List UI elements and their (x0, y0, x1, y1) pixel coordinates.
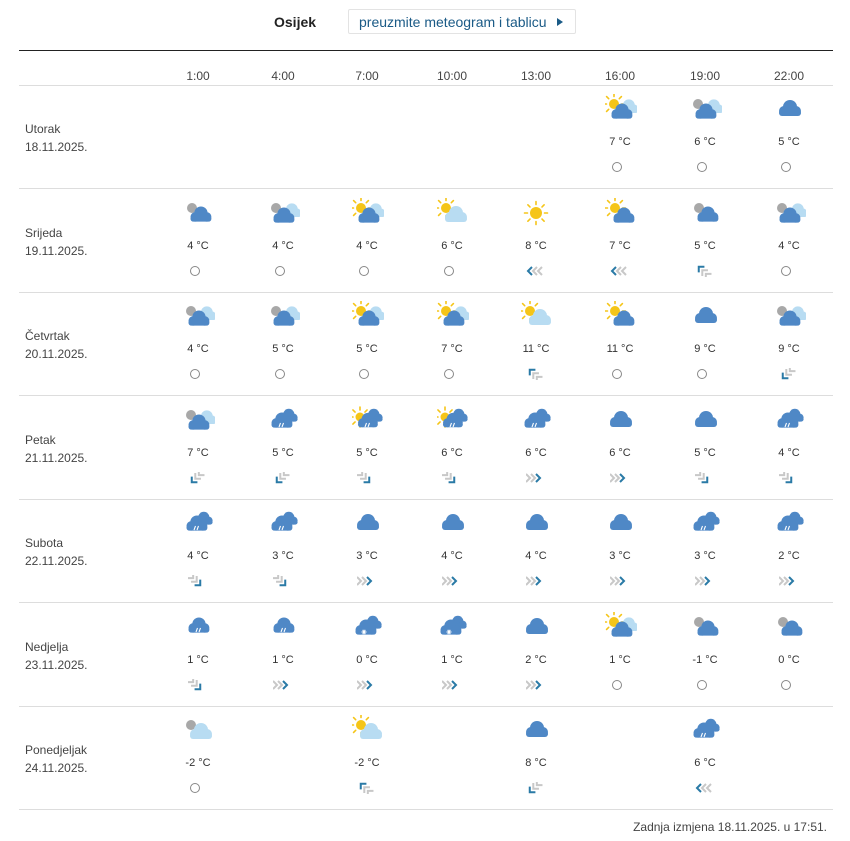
moon-cloud-icon (183, 198, 215, 228)
calm-icon (779, 161, 797, 173)
temperature: 5 °C (356, 446, 378, 459)
forecast-cell (585, 86, 655, 189)
day-row (19, 190, 833, 293)
forecast-cell (417, 604, 487, 707)
cloud-icon (437, 508, 469, 538)
download-meteogram-label: preuzmite meteogram i tablicu (359, 14, 547, 30)
triangle-right-icon (557, 18, 563, 26)
forecast-cell (248, 500, 318, 603)
hour-label: 13:00 (520, 69, 552, 83)
wind-from-north-west-icon (442, 472, 460, 484)
temperature: 0 °C (356, 653, 378, 666)
cloud-icon (605, 405, 637, 435)
temperature: 4 °C (356, 239, 378, 252)
forecast-cell (248, 190, 318, 293)
rain-cloud-icon (183, 612, 215, 642)
day-name: Petak (25, 432, 56, 447)
temperature: 4 °C (525, 550, 547, 562)
moon-cloud-partly-icon (774, 301, 806, 331)
day-date: 22.11.2025. (25, 554, 88, 568)
day-row (19, 500, 833, 603)
forecast-cell (585, 604, 655, 707)
wind-from-west-icon (357, 575, 375, 587)
sun-rain-cloud-icon (437, 405, 469, 435)
forecast-cell (417, 500, 487, 603)
day-row (19, 86, 833, 189)
wind-from-west-icon (442, 679, 460, 691)
forecast-cell (248, 604, 318, 707)
forecast-cell (501, 190, 571, 293)
rain-clouds-icon (268, 508, 300, 538)
hour-label: 4:00 (271, 69, 295, 83)
wind-from-west-icon (695, 575, 713, 587)
cloud-icon (521, 715, 553, 745)
moon-light-cloud-icon (183, 715, 215, 745)
day-name: Srijeda (25, 225, 63, 240)
wind-from-south-east-icon (357, 782, 375, 794)
day-name: Utorak (25, 122, 61, 136)
wind-from-west-icon (526, 575, 544, 587)
temperature: 5 °C (356, 343, 378, 355)
day-date: 23.11.2025. (25, 657, 88, 672)
temperature: -2 °C (185, 757, 211, 769)
rain-clouds-icon (774, 405, 806, 435)
hour-label: 19:00 (689, 69, 721, 83)
temperature: 8 °C (525, 239, 547, 252)
wind-from-north-west-icon (357, 472, 375, 484)
forecast-cell (670, 86, 740, 189)
temperature: 4 °C (187, 550, 209, 562)
forecast-cell (417, 293, 487, 396)
temperature: 7 °C (609, 136, 631, 148)
forecast-cell (332, 500, 402, 603)
forecast-cell (754, 190, 824, 293)
sun-cloud-partly-icon (605, 612, 637, 642)
sun-cloud-partly-icon (437, 301, 469, 331)
wind-from-south-east-icon (695, 265, 713, 277)
wind-from-north-west-icon (188, 575, 206, 587)
forecast-cell (501, 604, 571, 707)
calm-icon (357, 368, 375, 380)
wind-from-east-icon (526, 265, 544, 277)
forecast-cell (332, 707, 402, 810)
forecast-cell (670, 707, 740, 810)
forecast-cell (163, 293, 233, 396)
temperature: 6 °C (525, 446, 547, 459)
calm-icon (273, 265, 291, 277)
sun-cloud-partly-icon (605, 94, 637, 124)
download-meteogram-button[interactable] (348, 9, 576, 34)
forecast-cell (332, 190, 402, 293)
day-name: Nedjelja (25, 639, 69, 654)
rain-clouds-icon (521, 405, 553, 435)
temperature: 4 °C (272, 239, 294, 252)
temperature: 5 °C (778, 136, 800, 148)
forecast-cell (248, 293, 318, 396)
temperature: 6 °C (441, 446, 463, 459)
forecast-cell (501, 397, 571, 500)
temperature: 3 °C (356, 550, 378, 562)
rain-clouds-icon (774, 508, 806, 538)
wind-from-north-west-icon (188, 679, 206, 691)
forecast-cell (670, 190, 740, 293)
cloud-icon (605, 508, 637, 538)
sun-light-cloud-icon (521, 301, 553, 331)
forecast-cell (332, 293, 402, 396)
wind-from-north-east-icon (188, 472, 206, 484)
forecast-cell (417, 190, 487, 293)
forecast-cell (585, 500, 655, 603)
cloud-icon (690, 301, 722, 331)
top-divider (19, 50, 833, 51)
temperature: 5 °C (272, 343, 294, 355)
temperature: 6 °C (694, 757, 716, 769)
forecast-cell (754, 86, 824, 189)
temperature: 7 °C (441, 343, 463, 355)
day-row (19, 604, 833, 707)
hour-label: 7:00 (355, 69, 379, 83)
forecast-cell (754, 293, 824, 396)
rain-clouds-icon (268, 405, 300, 435)
temperature: 2 °C (778, 550, 800, 562)
wind-from-west-icon (357, 679, 375, 691)
rain-clouds-icon (183, 508, 215, 538)
day-row (19, 707, 833, 810)
forecast-cell (585, 293, 655, 396)
temperature: 6 °C (609, 446, 631, 459)
wind-from-west-icon (526, 472, 544, 484)
temperature: 7 °C (609, 239, 631, 252)
forecast-cell (501, 707, 571, 810)
calm-icon (610, 368, 628, 380)
calm-icon (273, 368, 291, 380)
temperature: -1 °C (692, 653, 718, 666)
calm-icon (695, 161, 713, 173)
temperature: 4 °C (778, 239, 800, 252)
rain-clouds-icon (690, 508, 722, 538)
calm-icon (442, 265, 460, 277)
moon-cloud-icon (690, 612, 722, 642)
day-date: 19.11.2025. (25, 243, 88, 258)
rain-clouds-icon (690, 715, 722, 745)
forecast-cell (670, 604, 740, 707)
temperature: 3 °C (694, 550, 716, 562)
wind-from-west-icon (273, 679, 291, 691)
temperature: 2 °C (525, 653, 547, 666)
cloud-icon (352, 508, 384, 538)
day-name: Subota (25, 536, 64, 550)
temperature: 5 °C (694, 239, 716, 252)
hour-label: 10:00 (436, 69, 468, 83)
wind-from-west-icon (442, 575, 460, 587)
forecast-cell (754, 500, 824, 603)
calm-icon (357, 265, 375, 277)
wind-from-north-west-icon (779, 472, 797, 484)
moon-cloud-partly-icon (774, 198, 806, 228)
forecast-cell (585, 190, 655, 293)
moon-cloud-icon (690, 198, 722, 228)
day-name: Četvrtak (25, 329, 70, 343)
temperature: 9 °C (778, 343, 800, 355)
sun-cloud-partly-icon (352, 301, 384, 331)
temperature: 1 °C (272, 653, 294, 666)
forecast-cell (163, 500, 233, 603)
wind-from-north-east-icon (526, 782, 544, 794)
day-date: 24.11.2025. (25, 761, 88, 775)
hour-label: 22:00 (773, 69, 805, 83)
temperature: 6 °C (441, 239, 463, 252)
cloud-icon (521, 612, 553, 642)
forecast-cell (163, 190, 233, 293)
temperature: 1 °C (441, 653, 463, 666)
temperature: 5 °C (694, 446, 716, 459)
last-change-text: Zadnja izmjena 18.11.2025. u 17:51. (633, 820, 827, 834)
moon-cloud-partly-icon (268, 198, 300, 228)
sun-light-cloud-icon (437, 198, 469, 228)
sun-rain-cloud-icon (352, 405, 384, 435)
temperature: 1 °C (609, 653, 631, 666)
forecast-cell (585, 397, 655, 500)
day-row (19, 293, 833, 396)
forecast-cell (670, 293, 740, 396)
calm-icon (779, 679, 797, 691)
temperature: 3 °C (272, 550, 294, 562)
calm-icon (188, 782, 206, 794)
calm-icon (610, 161, 628, 173)
forecast-cell (754, 604, 824, 707)
wind-from-north-east-icon (779, 368, 797, 380)
calm-icon (610, 679, 628, 691)
wind-from-east-icon (695, 782, 713, 794)
hour-label: 1:00 (186, 69, 210, 83)
temperature: 4 °C (778, 446, 800, 459)
temperature: 3 °C (609, 550, 631, 562)
temperature: 6 °C (694, 136, 716, 148)
forecast-cell (501, 293, 571, 396)
city-name: Osijek (274, 14, 317, 30)
moon-cloud-partly-icon (183, 405, 215, 435)
wind-from-north-west-icon (695, 472, 713, 484)
forecast-cell (332, 397, 402, 500)
calm-icon (188, 368, 206, 380)
sun-cloud-icon (605, 301, 637, 331)
forecast-cell (501, 500, 571, 603)
cloud-icon (521, 508, 553, 538)
wind-from-west-icon (779, 575, 797, 587)
sun-cloud-partly-icon (352, 198, 384, 228)
temperature: 4 °C (441, 550, 463, 562)
temperature: 7 °C (187, 446, 209, 459)
calm-icon (779, 265, 797, 277)
moon-cloud-partly-icon (268, 301, 300, 331)
cloud-icon (690, 405, 722, 435)
header (0, 0, 850, 50)
sun-light-cloud-icon (352, 715, 384, 745)
rain-cloud-icon (268, 612, 300, 642)
snow-clouds-icon (352, 612, 384, 642)
forecast-cell (417, 397, 487, 500)
moon-cloud-partly-icon (690, 94, 722, 124)
snow-clouds-icon (437, 612, 469, 642)
wind-from-west-icon (610, 575, 628, 587)
temperature: 0 °C (778, 653, 800, 666)
wind-from-south-east-icon (526, 368, 544, 380)
forecast-cell (163, 397, 233, 500)
sun-icon (521, 198, 553, 228)
forecast-cell (332, 604, 402, 707)
calm-icon (695, 368, 713, 380)
calm-icon (188, 265, 206, 277)
forecast-cell (754, 397, 824, 500)
sun-cloud-icon (605, 198, 637, 228)
moon-cloud-icon (774, 612, 806, 642)
calm-icon (442, 368, 460, 380)
wind-from-west-icon (526, 679, 544, 691)
forecast-cell (670, 500, 740, 603)
day-row (19, 397, 833, 500)
wind-from-west-icon (610, 472, 628, 484)
temperature: 4 °C (187, 239, 209, 252)
forecast-cell (163, 707, 233, 810)
day-date: 18.11.2025. (25, 140, 88, 154)
forecast-cell (670, 397, 740, 500)
temperature: -2 °C (354, 757, 380, 769)
day-name: Ponedjeljak (25, 743, 88, 757)
wind-from-north-east-icon (273, 472, 291, 484)
temperature: 9 °C (694, 343, 716, 355)
forecast-cell (163, 604, 233, 707)
temperature: 11 °C (606, 343, 634, 355)
hour-label: 16:00 (604, 69, 636, 83)
temperature: 11 °C (522, 343, 550, 355)
day-date: 20.11.2025. (25, 347, 88, 361)
moon-cloud-partly-icon (183, 301, 215, 331)
temperature: 5 °C (272, 446, 294, 459)
day-date: 21.11.2025. (25, 450, 88, 465)
calm-icon (695, 679, 713, 691)
temperature: 4 °C (187, 343, 209, 355)
forecast-cell (248, 397, 318, 500)
temperature: 1 °C (187, 653, 209, 666)
wind-from-north-west-icon (273, 575, 291, 587)
cloud-icon (774, 94, 806, 124)
wind-from-east-icon (610, 265, 628, 277)
temperature: 8 °C (525, 757, 547, 769)
